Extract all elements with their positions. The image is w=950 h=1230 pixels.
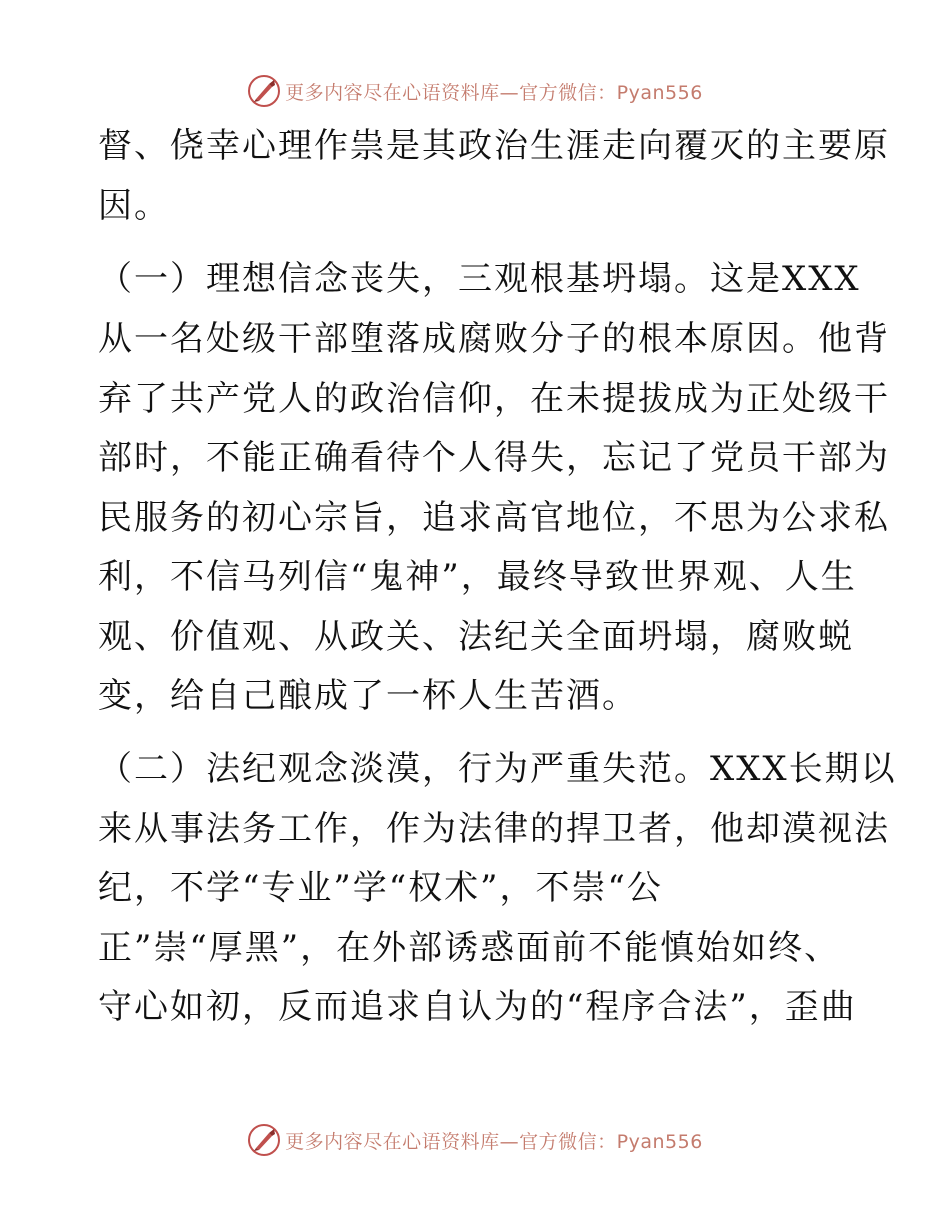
footer-banner-text: 更多内容尽在心语资料库—官方微信：Pyan556: [285, 1130, 703, 1153]
footer-watermark: [0, 1120, 950, 1160]
header-watermark: [0, 71, 950, 111]
body-line-4: 从一名处级干部堕落成腐败分子的根本原因。他背: [98, 319, 890, 359]
body-line-7: 民服务的初心宗旨，追求高官地位，不思为公求私: [98, 498, 890, 538]
body-line-14: 正”崇“厚黑”，在外部诱惑面前不能慎始如终、: [98, 928, 841, 968]
body-line-2: 因。: [98, 186, 170, 226]
body-line-15: 守心如初，反而追求自认为的“程序合法”，歪曲: [98, 987, 857, 1027]
body-line-3: （一）理想信念丧失，三观根基坍塌。这是XXX: [98, 259, 861, 299]
body-line-8: 利，不信马列信“鬼神”，最终导致世界观、人生: [98, 557, 857, 597]
body-line-6: 部时，不能正确看待个人得失，忘记了党员干部为: [98, 438, 890, 478]
quill-pen-logo-icon: [247, 74, 281, 108]
body-line-5: 弃了共产党人的政治信仰，在未提拔成为正处级干: [98, 379, 890, 419]
body-line-12: 来从事法务工作，作为法律的捍卫者，他却漠视法: [98, 809, 890, 849]
header-banner-text: 更多内容尽在心语资料库—官方微信：Pyan556: [285, 81, 703, 104]
body-line-13: 纪，不学“专业”学“权术”，不崇“公: [98, 868, 663, 908]
body-line-1: 督、侥幸心理作祟是其政治生涯走向覆灭的主要原: [98, 126, 890, 166]
quill-pen-logo-icon: [247, 1123, 281, 1157]
body-line-9: 观、价值观、从政关、法纪关全面坍塌，腐败蜕: [98, 617, 854, 657]
body-line-10: 变，给自己酿成了一杯人生苦酒。: [98, 676, 638, 716]
body-line-11: （二）法纪观念淡漠，行为严重失范。XXX长期以: [98, 749, 897, 789]
